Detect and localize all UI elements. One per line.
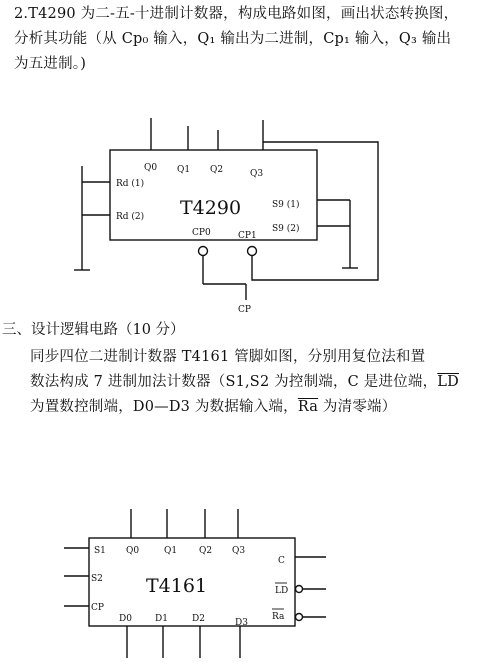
cp0-label: CP0 (192, 228, 211, 238)
t4161-q3-label: Q3 (232, 546, 246, 556)
s92-label: S9 (2) (272, 224, 300, 234)
ld-overline-label: $\overline{LD}$ (437, 374, 459, 390)
t4161-d3-label: D3 (235, 618, 248, 628)
t4161-c-label: C (278, 556, 285, 566)
q2-line-3: 为五进制。) (14, 56, 87, 72)
t4161-s1-label: S1 (94, 546, 106, 556)
cp-label: CP (238, 305, 251, 315)
q3-feedback-wire (252, 142, 378, 280)
t4161-chip-name: T4161 (146, 575, 208, 597)
section-3-heading: 三、设计逻辑电路（10 分） (2, 322, 185, 338)
t4161-ld-label: LD (275, 586, 289, 596)
s3-line-2-text: 数法构成 7 进制加法计数器（S1,S2 为控制端，C 是进位端， (30, 374, 438, 390)
t4161-ra-bubble (296, 614, 303, 621)
t4161-d1-label: D1 (155, 614, 168, 624)
q3-label: Q3 (250, 169, 264, 179)
ra-overline-label: $\overline{Ra}$ (297, 399, 319, 415)
t4161-q0-label: Q0 (126, 546, 140, 556)
rd1-label: Rd (1) (116, 179, 145, 189)
t4161-circuit (64, 509, 326, 658)
t4161-s2-label: S2 (91, 574, 103, 584)
t4161-q1-label: Q1 (164, 546, 178, 556)
cp0-inversion-bubble (199, 247, 208, 256)
t4161-d0-label: D0 (119, 614, 132, 624)
t4161-d2-label: D2 (192, 614, 205, 624)
cp1-label: CP1 (238, 231, 257, 241)
rd2-label: Rd (2) (116, 212, 145, 222)
q2-line-2: 分析其功能（从 Cp₀ 输入，Q₁ 输出为二进制，Cp₁ 输入，Q₃ 输出 (14, 31, 452, 47)
q2-line-1: 2.T4290 为二-五-十进制计数器，构成电路如图，画出状态转换图， (14, 6, 459, 22)
s91-label: S9 (1) (272, 200, 300, 210)
q0-label: Q0 (144, 163, 158, 173)
s3-line-3-suffix: 为清零端） (318, 399, 397, 415)
q1-label: Q1 (177, 165, 191, 175)
t4290-circuit (74, 118, 378, 315)
t4161-ra-label: Ra (272, 612, 285, 622)
t4161-q2-label: Q2 (199, 546, 213, 556)
t4161-cp-label: CP (91, 603, 104, 613)
s3-line-3-prefix: 为置数控制端，D0—D3 为数据输入端， (30, 399, 298, 415)
t4290-chip-name: T4290 (180, 197, 242, 219)
q2-label: Q2 (210, 165, 224, 175)
s3-line-1: 同步四位二进制计数器 T4161 管脚如图，分别用复位法和置 (30, 349, 426, 365)
cp1-inversion-bubble (248, 247, 257, 256)
t4161-ld-bubble (296, 586, 303, 593)
